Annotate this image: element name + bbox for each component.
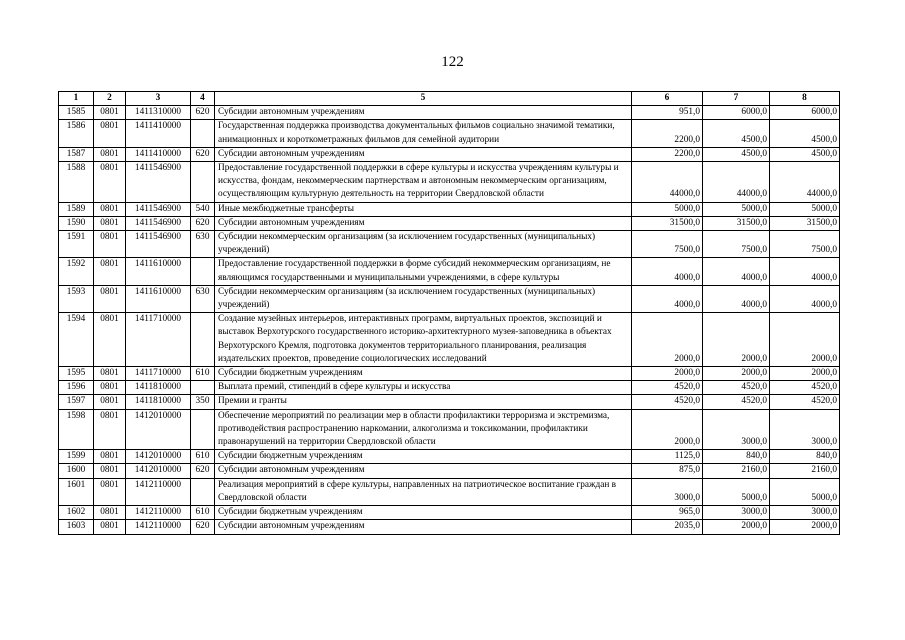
section-code-cell: 0801: [94, 147, 126, 161]
amount-col8-cell: 2160,0: [770, 464, 840, 478]
amount-col8-cell: 5000,0: [770, 202, 840, 216]
table-row: [59, 162, 840, 203]
section-code-cell: 0801: [94, 381, 126, 395]
amount-col6-cell: 2000,0: [632, 313, 703, 367]
amount-col7-cell: 2000,0: [703, 367, 770, 381]
amount-col8-cell: 4000,0: [770, 285, 840, 312]
header-cell: 8: [770, 92, 840, 106]
table-row: [59, 231, 840, 258]
section-code-cell: 0801: [94, 367, 126, 381]
amount-col6-cell: 4000,0: [632, 258, 703, 285]
amount-col6-cell: 4520,0: [632, 395, 703, 409]
expense-kind-cell: 610: [191, 506, 215, 520]
header-cell: 6: [632, 92, 703, 106]
target-code-cell: 1411810000: [126, 381, 191, 395]
amount-col7-cell: 2160,0: [703, 464, 770, 478]
amount-col6-cell: 875,0: [632, 464, 703, 478]
amount-col8-cell: 6000,0: [770, 106, 840, 120]
target-code-cell: 1411546900: [126, 162, 191, 203]
description-cell: Субсидии бюджетным учреждениям: [215, 450, 632, 464]
table-row: [59, 313, 840, 367]
description-cell: Создание музейных интерьеров, интерактивных программ, виртуальных проектов, экспозиций и выставок Верхотурского государственного историко-архитектурного музея-заповедника в объектах Верхотурского Кремля, подготовка документов территориального планирования, реализация издательских проектов, проведение социологических исследований: [215, 313, 632, 367]
amount-col8-cell: 5000,0: [770, 478, 840, 505]
table-header-row: [59, 92, 840, 106]
page-number: 122: [441, 54, 464, 70]
amount-col6-cell: 2035,0: [632, 520, 703, 534]
description-cell: Субсидии автономным учреждениям: [215, 147, 632, 161]
row-number-cell: 1585: [59, 106, 94, 120]
section-code-cell: 0801: [94, 450, 126, 464]
amount-col7-cell: 4500,0: [703, 147, 770, 161]
target-code-cell: 1411610000: [126, 285, 191, 312]
target-code-cell: 1412010000: [126, 464, 191, 478]
header-cell: 7: [703, 92, 770, 106]
row-number-cell: 1594: [59, 313, 94, 367]
description-cell: Субсидии автономным учреждениям: [215, 106, 632, 120]
expense-kind-cell: 610: [191, 450, 215, 464]
row-number-cell: 1602: [59, 506, 94, 520]
row-number-cell: 1591: [59, 231, 94, 258]
target-code-cell: 1411710000: [126, 313, 191, 367]
table-row: [59, 147, 840, 161]
amount-col7-cell: 7500,0: [703, 231, 770, 258]
description-cell: Субсидии бюджетным учреждениям: [215, 367, 632, 381]
row-number-cell: 1589: [59, 202, 94, 216]
target-code-cell: 1411546900: [126, 216, 191, 230]
target-code-cell: 1411546900: [126, 202, 191, 216]
expense-kind-cell: 620: [191, 520, 215, 534]
amount-col8-cell: 44000,0: [770, 162, 840, 203]
amount-col7-cell: 4500,0: [703, 120, 770, 147]
amount-col7-cell: 840,0: [703, 450, 770, 464]
expense-kind-cell: 620: [191, 464, 215, 478]
table-row: [59, 367, 840, 381]
amount-col7-cell: 31500,0: [703, 216, 770, 230]
description-cell: Субсидии автономным учреждениям: [215, 520, 632, 534]
row-number-cell: 1587: [59, 147, 94, 161]
section-code-cell: 0801: [94, 285, 126, 312]
table-row: [59, 450, 840, 464]
amount-col8-cell: 4520,0: [770, 381, 840, 395]
amount-col6-cell: 2200,0: [632, 120, 703, 147]
table-row: [59, 202, 840, 216]
target-code-cell: 1411610000: [126, 258, 191, 285]
amount-col6-cell: 1125,0: [632, 450, 703, 464]
expense-kind-cell: [191, 162, 215, 203]
table-row: [59, 285, 840, 312]
table-row: [59, 395, 840, 409]
amount-col7-cell: 3000,0: [703, 506, 770, 520]
amount-col6-cell: 2000,0: [632, 409, 703, 450]
amount-col8-cell: 31500,0: [770, 216, 840, 230]
amount-col7-cell: 2000,0: [703, 520, 770, 534]
amount-col8-cell: 2000,0: [770, 367, 840, 381]
amount-col8-cell: 7500,0: [770, 231, 840, 258]
row-number-cell: 1590: [59, 216, 94, 230]
description-cell: Иные межбюджетные трансферты: [215, 202, 632, 216]
amount-col8-cell: 840,0: [770, 450, 840, 464]
target-code-cell: 1412110000: [126, 506, 191, 520]
amount-col6-cell: 4000,0: [632, 285, 703, 312]
table-row: [59, 464, 840, 478]
amount-col7-cell: 4000,0: [703, 285, 770, 312]
amount-col8-cell: 4500,0: [770, 147, 840, 161]
row-number-cell: 1595: [59, 367, 94, 381]
section-code-cell: 0801: [94, 464, 126, 478]
section-code-cell: 0801: [94, 202, 126, 216]
target-code-cell: 1411410000: [126, 147, 191, 161]
expense-kind-cell: 620: [191, 147, 215, 161]
section-code-cell: 0801: [94, 216, 126, 230]
description-cell: Премии и гранты: [215, 395, 632, 409]
section-code-cell: 0801: [94, 478, 126, 505]
expense-kind-cell: [191, 409, 215, 450]
amount-col8-cell: 4000,0: [770, 258, 840, 285]
table-row: [59, 258, 840, 285]
amount-col6-cell: 965,0: [632, 506, 703, 520]
table-row: [59, 120, 840, 147]
section-code-cell: 0801: [94, 395, 126, 409]
description-cell: Выплата премий, стипендий в сфере культуры и искусства: [215, 381, 632, 395]
row-number-cell: 1592: [59, 258, 94, 285]
table-row: [59, 106, 840, 120]
amount-col6-cell: 5000,0: [632, 202, 703, 216]
amount-col8-cell: 4500,0: [770, 120, 840, 147]
description-cell: Субсидии автономным учреждениям: [215, 216, 632, 230]
header-cell: 4: [191, 92, 215, 106]
table-row: [59, 381, 840, 395]
header-cell: 2: [94, 92, 126, 106]
row-number-cell: 1586: [59, 120, 94, 147]
description-cell: Субсидии некоммерческим организациям (за исключением государственных (муниципальных) учреждений): [215, 231, 632, 258]
description-cell: Обеспечение мероприятий по реализации мер в области профилактики терроризма и экстремизма, противодействия распространению наркомании, алкоголизма и токсикомании, профилактики правонарушений на территории Свердловской области: [215, 409, 632, 450]
target-code-cell: 1412110000: [126, 520, 191, 534]
expense-kind-cell: [191, 478, 215, 505]
row-number-cell: 1599: [59, 450, 94, 464]
amount-col8-cell: 3000,0: [770, 409, 840, 450]
target-code-cell: 1411810000: [126, 395, 191, 409]
expense-kind-cell: 630: [191, 285, 215, 312]
description-cell: Реализация мероприятий в сфере культуры, направленных на патриотическое воспитание граждан в Свердловской области: [215, 478, 632, 505]
amount-col7-cell: 2000,0: [703, 313, 770, 367]
target-code-cell: 1412110000: [126, 478, 191, 505]
section-code-cell: 0801: [94, 120, 126, 147]
amount-col8-cell: 3000,0: [770, 506, 840, 520]
target-code-cell: 1411710000: [126, 367, 191, 381]
expense-kind-cell: [191, 313, 215, 367]
description-cell: Предоставление государственной поддержки в форме субсидий некоммерческим организациям, не являющимся государственными и муниципальными учреждениями, в сфере культуры: [215, 258, 632, 285]
row-number-cell: 1597: [59, 395, 94, 409]
amount-col6-cell: 4520,0: [632, 381, 703, 395]
amount-col7-cell: 4520,0: [703, 381, 770, 395]
amount-col7-cell: 5000,0: [703, 202, 770, 216]
amount-col6-cell: 7500,0: [632, 231, 703, 258]
amount-col8-cell: 2000,0: [770, 520, 840, 534]
amount-col7-cell: 4000,0: [703, 258, 770, 285]
amount-col7-cell: 3000,0: [703, 409, 770, 450]
amount-col7-cell: 6000,0: [703, 106, 770, 120]
expense-kind-cell: 620: [191, 106, 215, 120]
table-row: [59, 506, 840, 520]
table-row: [59, 478, 840, 505]
amount-col6-cell: 2200,0: [632, 147, 703, 161]
table-row: [59, 409, 840, 450]
amount-col6-cell: 44000,0: [632, 162, 703, 203]
target-code-cell: 1411410000: [126, 120, 191, 147]
section-code-cell: 0801: [94, 506, 126, 520]
section-code-cell: 0801: [94, 106, 126, 120]
expense-kind-cell: [191, 258, 215, 285]
section-code-cell: 0801: [94, 409, 126, 450]
expense-kind-cell: 350: [191, 395, 215, 409]
description-cell: Предоставление государственной поддержки в сфере культуры и искусства учреждениям культуры и искусства, фондам, некоммерческим партнерствам и автономным некоммерческим организациям, осуществляющим культурную деятельность на территории Свердловской области: [215, 162, 632, 203]
expense-kind-cell: 540: [191, 202, 215, 216]
target-code-cell: 1412010000: [126, 409, 191, 450]
header-cell: 3: [126, 92, 191, 106]
target-code-cell: 1411546900: [126, 231, 191, 258]
amount-col6-cell: 2000,0: [632, 367, 703, 381]
amount-col6-cell: 3000,0: [632, 478, 703, 505]
description-cell: Субсидии автономным учреждениям: [215, 464, 632, 478]
expense-kind-cell: 610: [191, 367, 215, 381]
amount-col8-cell: 2000,0: [770, 313, 840, 367]
header-cell: 1: [59, 92, 94, 106]
amount-col7-cell: 4520,0: [703, 395, 770, 409]
budget-table: [58, 91, 840, 535]
amount-col6-cell: 951,0: [632, 106, 703, 120]
row-number-cell: 1600: [59, 464, 94, 478]
row-number-cell: 1598: [59, 409, 94, 450]
section-code-cell: 0801: [94, 162, 126, 203]
expense-kind-cell: 620: [191, 216, 215, 230]
description-cell: Субсидии бюджетным учреждениям: [215, 506, 632, 520]
amount-col7-cell: 44000,0: [703, 162, 770, 203]
table-row: [59, 216, 840, 230]
section-code-cell: 0801: [94, 313, 126, 367]
row-number-cell: 1593: [59, 285, 94, 312]
row-number-cell: 1596: [59, 381, 94, 395]
description-cell: Государственная поддержка производства документальных фильмов социально значимой тематики, анимационных и короткометражных фильмов для семейной аудитории: [215, 120, 632, 147]
description-cell: Субсидии некоммерческим организациям (за исключением государственных (муниципальных) учреждений): [215, 285, 632, 312]
section-code-cell: 0801: [94, 231, 126, 258]
row-number-cell: 1588: [59, 162, 94, 203]
row-number-cell: 1601: [59, 478, 94, 505]
expense-kind-cell: 630: [191, 231, 215, 258]
header-cell: 5: [215, 92, 632, 106]
section-code-cell: 0801: [94, 520, 126, 534]
expense-kind-cell: [191, 120, 215, 147]
table-row: [59, 520, 840, 534]
amount-col7-cell: 5000,0: [703, 478, 770, 505]
expense-kind-cell: [191, 381, 215, 395]
amount-col6-cell: 31500,0: [632, 216, 703, 230]
section-code-cell: 0801: [94, 258, 126, 285]
amount-col8-cell: 4520,0: [770, 395, 840, 409]
row-number-cell: 1603: [59, 520, 94, 534]
target-code-cell: 1412010000: [126, 450, 191, 464]
target-code-cell: 1411310000: [126, 106, 191, 120]
